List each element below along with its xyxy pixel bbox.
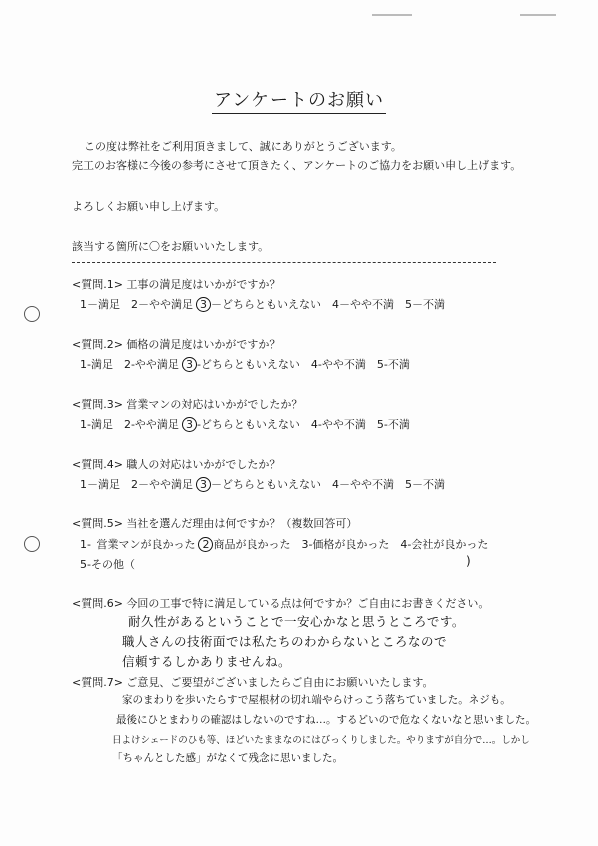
option-text: －どちらともいえない 4－やや不満 5－不満 — [211, 478, 445, 491]
answer-options — [80, 416, 410, 432]
circled-choice: 2 — [198, 537, 213, 552]
option-text: 商品が良かった 3-価格が良かった 4-会社が良かった — [213, 538, 489, 551]
other-option-close: ) — [466, 554, 471, 568]
question-label: <質問.5> 当社を選んだ理由は何ですか？（複数回答可） — [72, 517, 358, 530]
divider — [72, 262, 496, 263]
circled-choice: 3 — [182, 417, 197, 432]
handwritten-answer: 職人さんの技術面では私たちのわからないところなので — [122, 634, 448, 649]
handwritten-answer: 日よけシェードのひも等、ほどいたままなのにはびっくりしました。やりますが自分で…。しかし — [112, 735, 530, 746]
option-text: －どちらともいえない 4－やや不満 5－不満 — [211, 298, 445, 311]
circled-choice: 3 — [196, 297, 211, 312]
handwritten-answer: 「ちゃんとした感」がなくて残念に思いました。 — [112, 752, 343, 764]
answer-options — [80, 296, 445, 312]
option-text: 1-満足 2-やや満足 — [80, 418, 179, 431]
option-text: 1－満足 2－やや満足 — [80, 298, 193, 311]
answer-options — [80, 536, 488, 552]
option-text: 1－満足 2－やや満足 — [80, 478, 193, 491]
circled-choice: 3 — [196, 477, 211, 492]
handwritten-answer: 最後にひとまわりの確認はしないのですね…。するどいので危なくないなと思いました。 — [116, 714, 536, 726]
option-text: -どちらともいえない 4-やや不満 5-不満 — [196, 358, 410, 371]
handwritten-answer: 家のまわりを歩いたらすで屋根材の切れ端やらけっこう落ちていました。ネジも。 — [122, 694, 511, 706]
option-text: -どちらともいえない 4-やや不満 5-不満 — [196, 418, 410, 431]
answer-options — [80, 356, 410, 372]
circled-choice: 3 — [182, 357, 197, 372]
option-text: 1-満足 2-やや満足 — [80, 358, 179, 371]
punch-hole-top — [24, 306, 40, 322]
intro-line: この度は弊社をご利用頂きまして、誠にありがとうございます。 — [84, 140, 402, 153]
question-label: <質問.6> 今回の工事で特に満足している点は何ですか？ご自由にお書きください。 — [72, 597, 490, 610]
intro-line: 完工のお客様に今後の参考にさせて頂きたく、アンケートのご協力をお願い申し上げます。 — [72, 159, 522, 172]
instruction-text: 該当する箇所に〇をお願いいたします。 — [72, 240, 270, 253]
page-title: アンケートのお願い — [0, 86, 598, 112]
punch-hole-bottom — [24, 536, 40, 552]
option-text: 1- 営業マンが良かった — [80, 538, 196, 551]
handwritten-answer: 信頼するしかありませんね。 — [122, 654, 292, 669]
intro-line: よろしくお願い申し上げます。 — [72, 200, 226, 213]
handwritten-answer: 耐久性があるということで一安心かなと思うところです。 — [128, 614, 465, 629]
scan-mark — [372, 14, 412, 16]
scan-mark — [520, 14, 556, 16]
question-label: <質問.1> 工事の満足度はいかがですか？ — [72, 278, 281, 291]
question-label: <質問.2> 価格の満足度はいかがですか？ — [72, 338, 281, 351]
question-label: <質問.7> ご意見、ご要望がございましたらご自由にお願いいたします。 — [72, 676, 434, 689]
answer-options — [80, 476, 445, 492]
question-label: <質問.4> 職人の対応はいかがでしたか？ — [72, 458, 281, 471]
question-label: <質問.3> 営業マンの対応はいかがでしたか？ — [72, 398, 303, 411]
other-option: 5-その他（ — [80, 558, 135, 571]
